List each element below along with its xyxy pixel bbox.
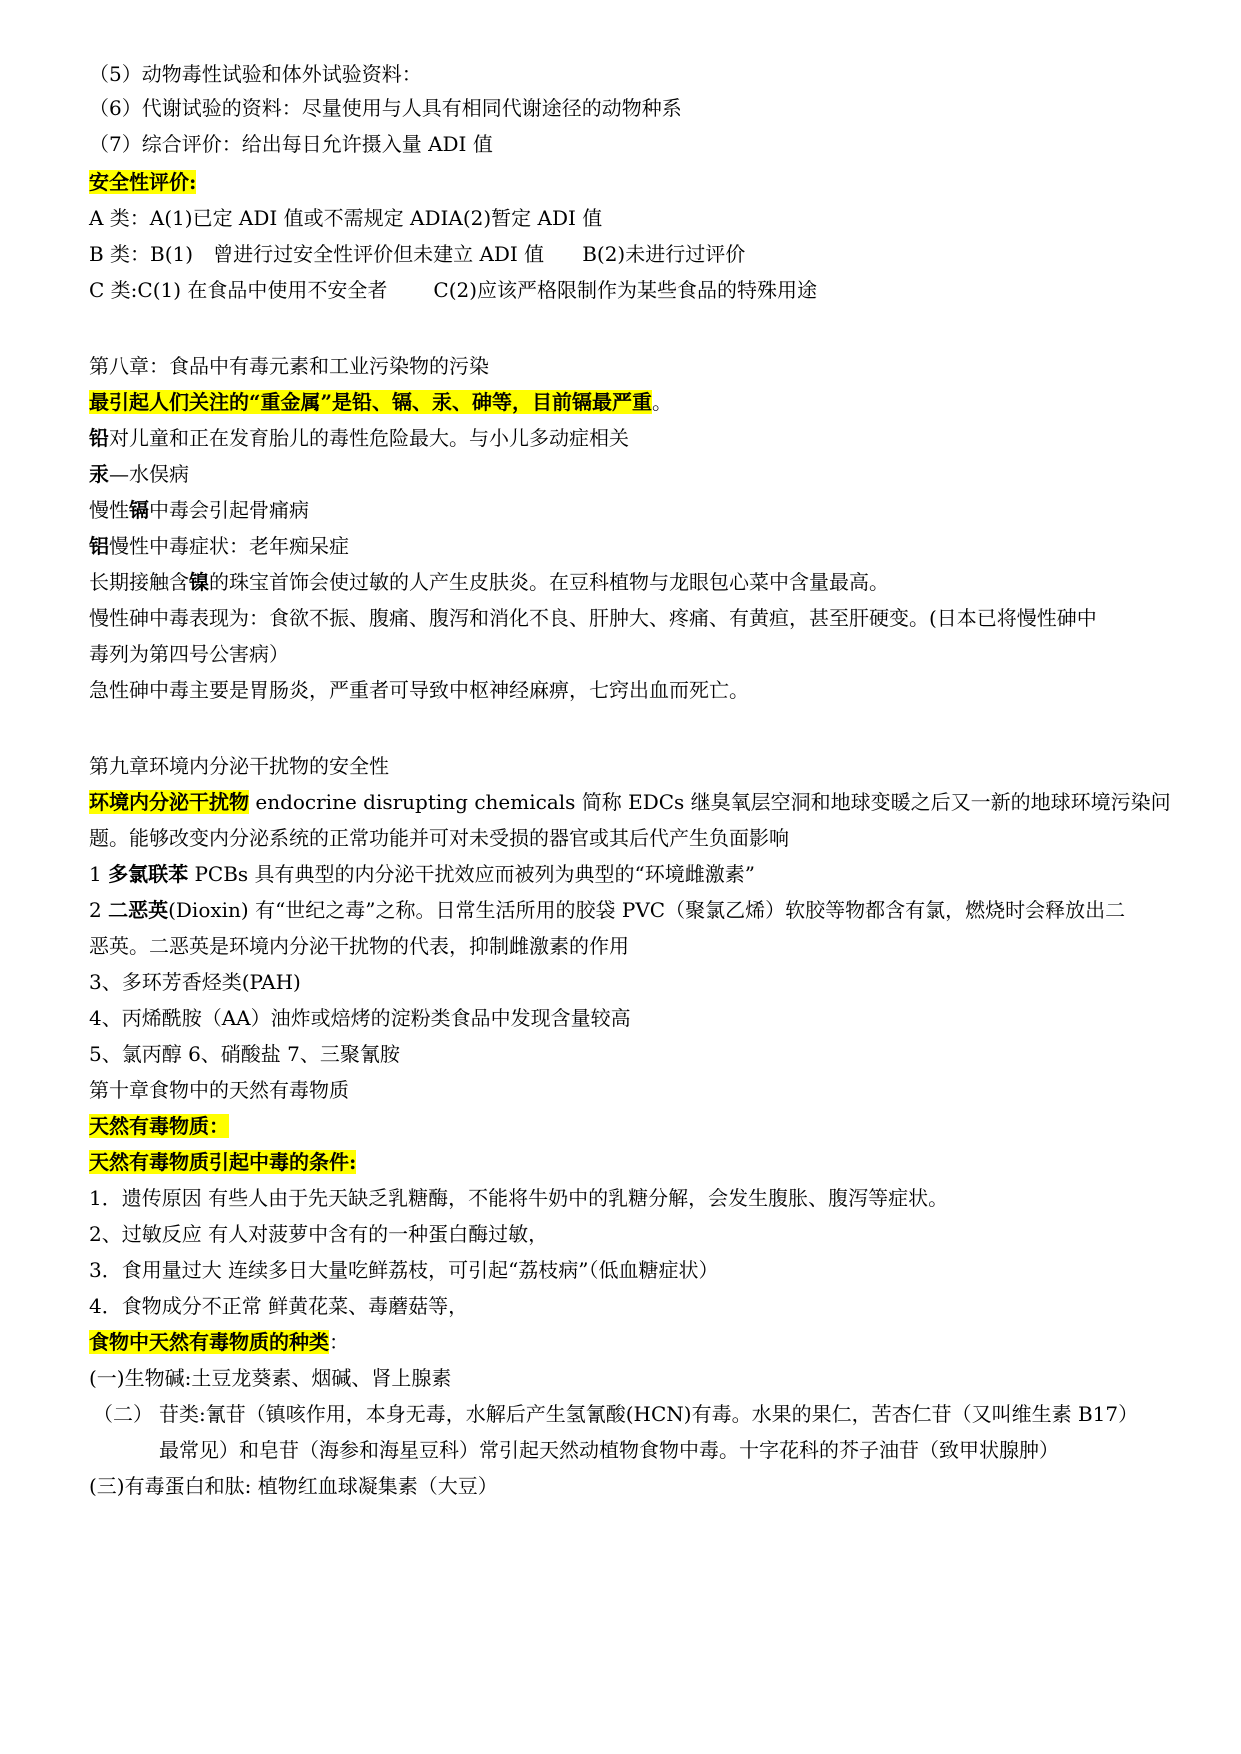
text-line — [89, 240, 745, 268]
text-segment: —水俣病 — [109, 462, 189, 486]
text-line: 题。能够改变内分泌系统的正常功能并可对未受损的器官或其后代产生负面影响 — [89, 826, 789, 850]
text-segment: ： — [329, 1330, 349, 1354]
text-line — [89, 424, 629, 452]
bold-term: 二恶英 — [108, 898, 169, 922]
text-line: 急性砷中毒主要是胃肠炎，严重者可导致中枢神经麻痹，七窍出血而死亡。 — [89, 678, 749, 702]
highlight-term: 环境内分泌干扰物 — [89, 790, 249, 814]
bold-term: 汞 — [89, 462, 109, 486]
list-item: 4．食物成分不正常 鲜黄花菜、毒蘑菇等， — [89, 1294, 469, 1318]
text-segment: 的珠宝首饰会使过敏的人产生皮肤炎。在豆科植物与龙眼包心菜中含量最高。 — [209, 570, 889, 594]
text-line: （7）综合评价：给出每日允许摄入量 ADI 值 — [89, 132, 493, 156]
text-line: 毒列为第四号公害病） — [89, 642, 289, 666]
text-line — [89, 460, 189, 488]
list-item: (一)生物碱:土豆龙葵素、烟碱、肾上腺素 — [89, 1366, 452, 1390]
list-item: 5、氯丙醇 6、硝酸盐 7、三聚氰胺 — [89, 1042, 400, 1066]
list-item — [89, 896, 1125, 924]
text-segment: 苷类:氰苷（镇咳作用，本身无毒，水解后产生氢氰酸(HCN)有毒。水果的果仁，苦杏仁苷（又叫维生素 B17） — [159, 1402, 1139, 1426]
list-number: （二） — [93, 1402, 153, 1426]
highlight-heading: 安全性评价: — [89, 170, 197, 194]
section-heading — [89, 1148, 356, 1176]
text-segment: 。 — [652, 390, 673, 414]
text-segment: (Dioxin) 有“世纪之毒”之称。日常生活所用的胶袋 PVC（聚氯乙烯）软胶等物都含有氯，燃烧时会释放出二 — [168, 898, 1126, 922]
section-heading-safety — [89, 168, 196, 196]
text-segment: endocrine disrupting chemicals 简称 EDCs 继臭氧层空洞和地球变暖之后又一新的地球环境污染问 — [249, 790, 1171, 814]
text-line: A 类：A(1)已定 ADI 值或不需规定 ADIA(2)暂定 ADI 值 — [89, 206, 603, 230]
text-line: （6）代谢试验的资料：尽量使用与人具有相同代谢途径的动物种系 — [89, 96, 682, 120]
text-segment: 长期接触含 — [89, 570, 189, 594]
text-line: 慢性砷中毒表现为：食欲不振、腹痛、腹泻和消化不良、肝肿大、疼痛、有黄疸，甚至肝硬变。(日本已将慢性砷中 — [89, 606, 1097, 630]
bold-term: 多氯联苯 — [108, 862, 189, 886]
text-line — [89, 388, 672, 416]
list-item — [93, 1400, 1138, 1428]
text-line — [89, 496, 309, 524]
list-item: 2、过敏反应 有人对菠萝中含有的一种蛋白酶过敏， — [89, 1222, 549, 1246]
bold-term: 铅 — [89, 426, 109, 450]
bold-term: 镉 — [129, 498, 149, 522]
list-item: 1．遗传原因 有些人由于先天缺乏乳糖酶，不能将牛奶中的乳糖分解，会发生腹胀、腹泻等症状。 — [89, 1186, 949, 1210]
section-heading — [89, 1328, 349, 1356]
text-segment: B 类：B(1) 曾进行过安全性评价但未建立 ADI 值 — [89, 242, 545, 266]
text-line — [89, 568, 889, 596]
text-segment: 1 — [89, 862, 109, 886]
list-item: 4、丙烯酰胺（AA）油炸或焙烤的淀粉类食品中发现含量较高 — [89, 1006, 631, 1030]
chapter-heading: 第八章：食品中有毒元素和工业污染物的污染 — [89, 354, 489, 378]
text-segment: PCBs 具有典型的内分泌干扰效应而被列为典型的“环境雌激素” — [188, 862, 755, 886]
list-item: 3、多环芳香烃类(PAH) — [89, 970, 301, 994]
bold-term: 镍 — [189, 570, 209, 594]
section-heading — [89, 1112, 229, 1140]
text-line — [89, 788, 1171, 816]
list-item: 3．食用量过大 连续多日大量吃鲜荔枝，可引起“荔枝病”（低血糖症状） — [89, 1258, 719, 1282]
highlight-heading: 天然有毒物质引起中毒的条件: — [89, 1150, 357, 1174]
text-line: 恶英。二恶英是环境内分泌干扰物的代表，抑制雌激素的作用 — [89, 934, 629, 958]
text-segment: C(2)应该严格限制作为某些食品的特殊用途 — [433, 278, 818, 302]
text-line: 最常见）和皂苷（海参和海星豆科）常引起天然动植物食物中毒。十字花科的芥子油苷（致甲状腺肿） — [159, 1438, 1059, 1462]
list-item: (三)有毒蛋白和肽: 植物红血球凝集素（大豆） — [89, 1474, 498, 1498]
text-line — [89, 276, 817, 304]
chapter-heading: 第九章环境内分泌干扰物的安全性 — [89, 754, 389, 778]
text-segment: 慢性中毒症状：老年痴呆症 — [109, 534, 349, 558]
highlight-heading: 食物中天然有毒物质的种类 — [89, 1330, 329, 1354]
text-segment: 2 — [89, 898, 109, 922]
text-line — [89, 532, 349, 560]
list-item — [89, 860, 755, 888]
bold-term: 铝 — [89, 534, 109, 558]
highlight-heading: 天然有毒物质： — [89, 1114, 229, 1138]
chapter-heading: 第十章食物中的天然有毒物质 — [89, 1078, 349, 1102]
text-line: （5）动物毒性试验和体外试验资料： — [89, 62, 422, 86]
text-segment: B(2)未进行过评价 — [582, 242, 746, 266]
text-segment: 慢性 — [89, 498, 129, 522]
highlight-text: 最引起人们关注的“重金属”是铅、镉、汞、砷等，目前镉最严重 — [89, 390, 653, 414]
text-segment: 对儿童和正在发育胎儿的毒性危险最大。与小儿多动症相关 — [109, 426, 629, 450]
text-segment: C 类:C(1) 在食品中使用不安全者 — [89, 278, 388, 302]
text-segment: 中毒会引起骨痛病 — [149, 498, 309, 522]
